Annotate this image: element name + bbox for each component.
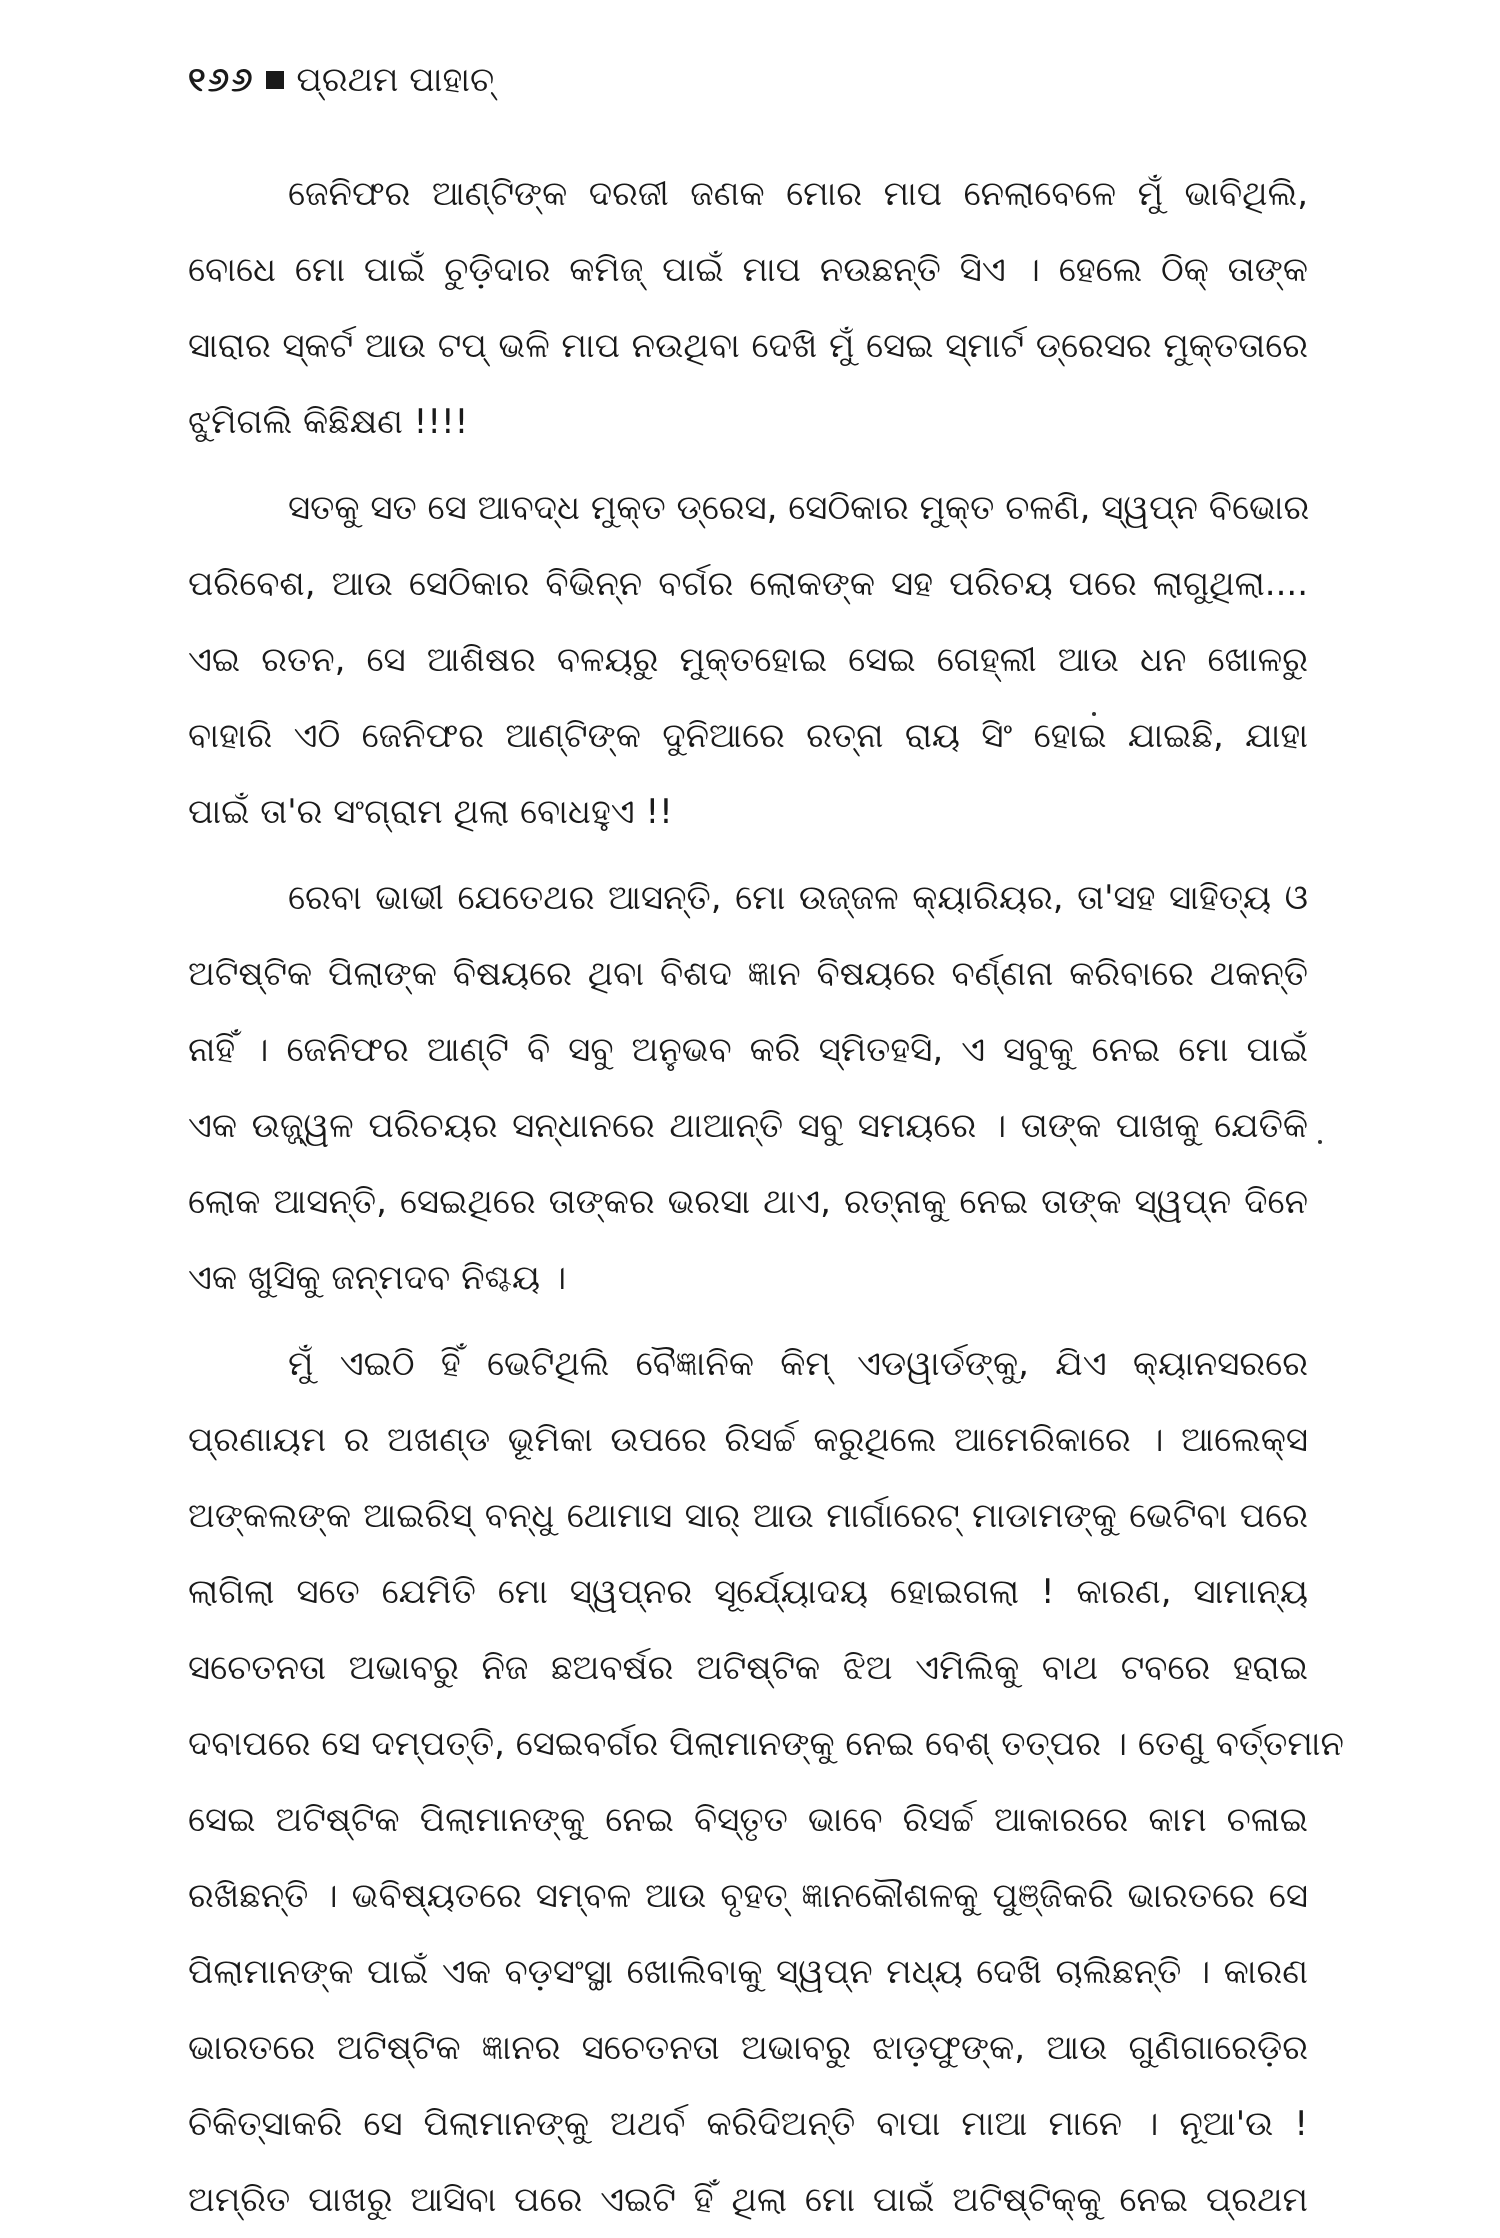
text-line: ସେଇ ଅଟିଷ୍ଟିକ ପିଲାମାନଙ୍କୁ ନେଇ ବିସ୍ତୃତ ଭାବେ ରିସର୍ଚ୍ଚ ଆକାରରେ କାମ ଚଳାଇ bbox=[188, 1800, 1308, 1840]
text-line: ଜେନିଫର ଆଣ୍ଟିଙ୍କ ଦରଜୀ ଜଣକ ମୋର ମାପ ନେଲାବେଳେ ମୁଁ ଭାବିଥିଲି, bbox=[288, 174, 1308, 214]
text-line: ଝୁମିଗଲି କିଛିକ୍ଷଣ !!!! bbox=[188, 402, 469, 442]
paragraph-2 bbox=[188, 470, 1308, 850]
text-line: ସତକୁ ସତ ସେ ଆବଦ୍ଧ ମୁକ୍ତ ଡ୍ରେସ, ସେଠିକାର ମୁକ୍ତ ଚଳଣି, ସ୍ୱପ୍ନ ବିଭୋର bbox=[288, 488, 1310, 528]
text-line: ଦବାପରେ ସେ ଦମ୍ପତ୍ତି, ସେଇବର୍ଗର ପିଲାମାନଙ୍କୁ ନେଇ ବେଶ୍ ତତ୍ପର । ତେଣୁ ବର୍ତ୍ତମାନ bbox=[188, 1724, 1344, 1764]
square-bullet-icon bbox=[266, 71, 284, 89]
paragraph-1 bbox=[188, 156, 1308, 460]
text-line: ବାହାରି ଏଠି ଜେନିଫର ଆଣ୍ଟିଙ୍କ ଦୁନିଆରେ ରତ୍ନା ରାୟ ସିଂ ହୋଇ ଯାଇଛି, ଯାହା bbox=[188, 716, 1308, 756]
text-line: ପରିବେଶ, ଆଉ ସେଠିକାର ବିଭିନ୍ନ ବର୍ଗର ଲୋକଙ୍କ ସହ ପରିଚୟ ପରେ ଲାଗୁଥିଲା.... bbox=[188, 564, 1308, 604]
text-line: ଲୋକ ଆସନ୍ତି, ସେଇଥିରେ ତାଙ୍କର ଭରସା ଥାଏ, ରତ୍ନାକୁ ନେଇ ତାଙ୍କ ସ୍ୱପ୍ନ ଦିନେ bbox=[188, 1182, 1308, 1222]
scan-speck bbox=[1318, 1140, 1322, 1144]
text-line: ପାଇଁ ତା'ର ସଂଗ୍ରାମ ଥିଲା ବୋଧହୁଏ !! bbox=[188, 792, 673, 832]
text-line: ଚିକିତ୍ସାକରି ସେ ପିଲାମାନଙ୍କୁ ଅଥର୍ବ କରିଦିଅନ୍ତି ବାପା ମାଆ ମାନେ । ନୂଆ'ଉ ! bbox=[188, 2104, 1308, 2144]
paragraph-3 bbox=[188, 860, 1308, 1316]
text-line: ନାହିଁ । ଜେନିଫର ଆଣ୍ଟି ବି ସବୁ ଅନୁଭବ କରି ସ୍ମିତହସି, ଏ ସବୁକୁ ନେଇ ମୋ ପାଇଁ bbox=[188, 1030, 1308, 1070]
text-line: ଅମ୍ରିତ ପାଖରୁ ଆସିବା ପରେ ଏଇଟି ହିଁ ଥିଲା ମୋ ପାଇଁ ଅଟିଷ୍ଟିକ୍‌କୁ ନେଇ ପ୍ରଥମ bbox=[188, 2180, 1308, 2220]
page-header bbox=[188, 58, 494, 102]
text-line: ଲାଗିଲା ସତେ ଯେମିତି ମୋ ସ୍ୱପ୍ନର ସୂର୍ଯ୍ୟୋଦୟ ହୋଇଗଲା ! କାରଣ, ସାମାନ୍ୟ bbox=[188, 1572, 1308, 1612]
text-line: ସାରାର ସ୍କର୍ଟ ଆଉ ଟପ୍ ଭଳି ମାପ ନଉଥିବା ଦେଖି ମୁଁ ସେଇ ସ୍ମାର୍ଟ ଡ୍ରେସର ମୁକ୍ତତାରେ bbox=[188, 326, 1308, 366]
text-line: ଅଙ୍କଲଙ୍କ ଆଇରିସ୍ ବନ୍ଧୁ ଥୋମାସ ସାର୍ ଆଉ ମାର୍ଗାରେଟ୍ ମାଡାମଙ୍କୁ ଭେଟିବା ପରେ bbox=[188, 1496, 1308, 1536]
text-line: ଭାରତରେ ଅଟିଷ୍ଟିକ ଜ୍ଞାନର ସଚେତନତା ଅଭାବରୁ ଝାଡ଼ଫୁଙ୍କ, ଆଉ ଗୁଣିଗାରେଡ଼ିର bbox=[188, 2028, 1308, 2068]
body-text bbox=[188, 156, 1344, 2238]
text-line: ଏଇ ରତନ, ସେ ଆଶିଷର ବଳୟରୁ ମୁକ୍ତହୋଇ ସେଇ ଗେହ୍ଲୀ ଆଉ ଧନ ଖୋଳରୁ bbox=[188, 640, 1308, 680]
page-number: ୧୬୬ bbox=[188, 60, 255, 100]
text-line: ରଖିଛନ୍ତି । ଭବିଷ୍ୟତରେ ସମ୍ବଳ ଆଉ ବୃହତ୍ ଜ୍ଞାନକୌଶଳକୁ ପୁଞ୍ଜିକରି ଭାରତରେ ସେ bbox=[188, 1876, 1308, 1916]
text-line: ଏକ ଖୁସିକୁ ଜନ୍ମଦବ ନିଶ୍ଚୟ । bbox=[188, 1258, 567, 1298]
text-line: ଅଟିଷ୍ଟିକ ପିଲାଙ୍କ ବିଷୟରେ ଥିବା ବିଶଦ ଜ୍ଞାନ ବିଷୟରେ ବର୍ଣ୍ଣନା କରିବାରେ ଥକନ୍ତି bbox=[188, 954, 1308, 994]
book-title: ପ୍ରଥମ ପାହାଚ୍ bbox=[296, 60, 495, 100]
text-line: ମୁଁ ଏଇଠି ହିଁ ଭେଟିଥିଲି ବୈଜ୍ଞାନିକ କିମ୍ ଏଡୱାର୍ଡଙ୍କୁ, ଯିଏ କ୍ୟାନସରରେ bbox=[288, 1344, 1308, 1384]
text-line: ଏକ ଉଜ୍ଜ୍ୱଳ ପରିଚୟର ସନ୍ଧାନରେ ଥାଆନ୍ତି ସବୁ ସମୟରେ । ତାଙ୍କ ପାଖକୁ ଯେତିକି bbox=[188, 1106, 1308, 1146]
text-line: ରେବା ଭାଭୀ ଯେତେଥର ଆସନ୍ତି, ମୋ ଉଜ୍ଜଳ କ୍ୟାରିୟର, ତା'ସହ ସାହିତ୍ୟ ଓ bbox=[288, 878, 1308, 918]
text-line: ପିଲାମାନଙ୍କ ପାଇଁ ଏକ ବଡ଼ସଂସ୍ଥା ଖୋଲିବାକୁ ସ୍ୱପ୍ନ ମଧ୍ୟ ଦେଖି ଚାଲିଛନ୍ତି । କାରଣ bbox=[188, 1952, 1308, 1992]
text-line: ବୋଧେ ମୋ ପାଇଁ ଚୁଡ଼ିଦାର କମିଜ୍ ପାଇଁ ମାପ ନଉଛନ୍ତି ସିଏ । ହେଲେ ଠିକ୍ ତାଙ୍କ bbox=[188, 250, 1308, 290]
paragraph-4 bbox=[188, 1326, 1344, 2238]
scan-speck bbox=[1092, 712, 1096, 716]
text-line: ସଚେତନତା ଅଭାବରୁ ନିଜ ଛଅବର୍ଷର ଅଟିଷ୍ଟିକ ଝିଅ ଏମିଲିକୁ ବାଥ ଟବରେ ହରାଇ bbox=[188, 1648, 1308, 1688]
text-line: ପ୍ରଣାୟମ ର ଅଖଣ୍ଡ ଭୂମିକା ଉପରେ ରିସର୍ଚ୍ଚ କରୁଥିଲେ ଆମେରିକାରେ । ଆଲେକ୍ସ bbox=[188, 1420, 1308, 1460]
